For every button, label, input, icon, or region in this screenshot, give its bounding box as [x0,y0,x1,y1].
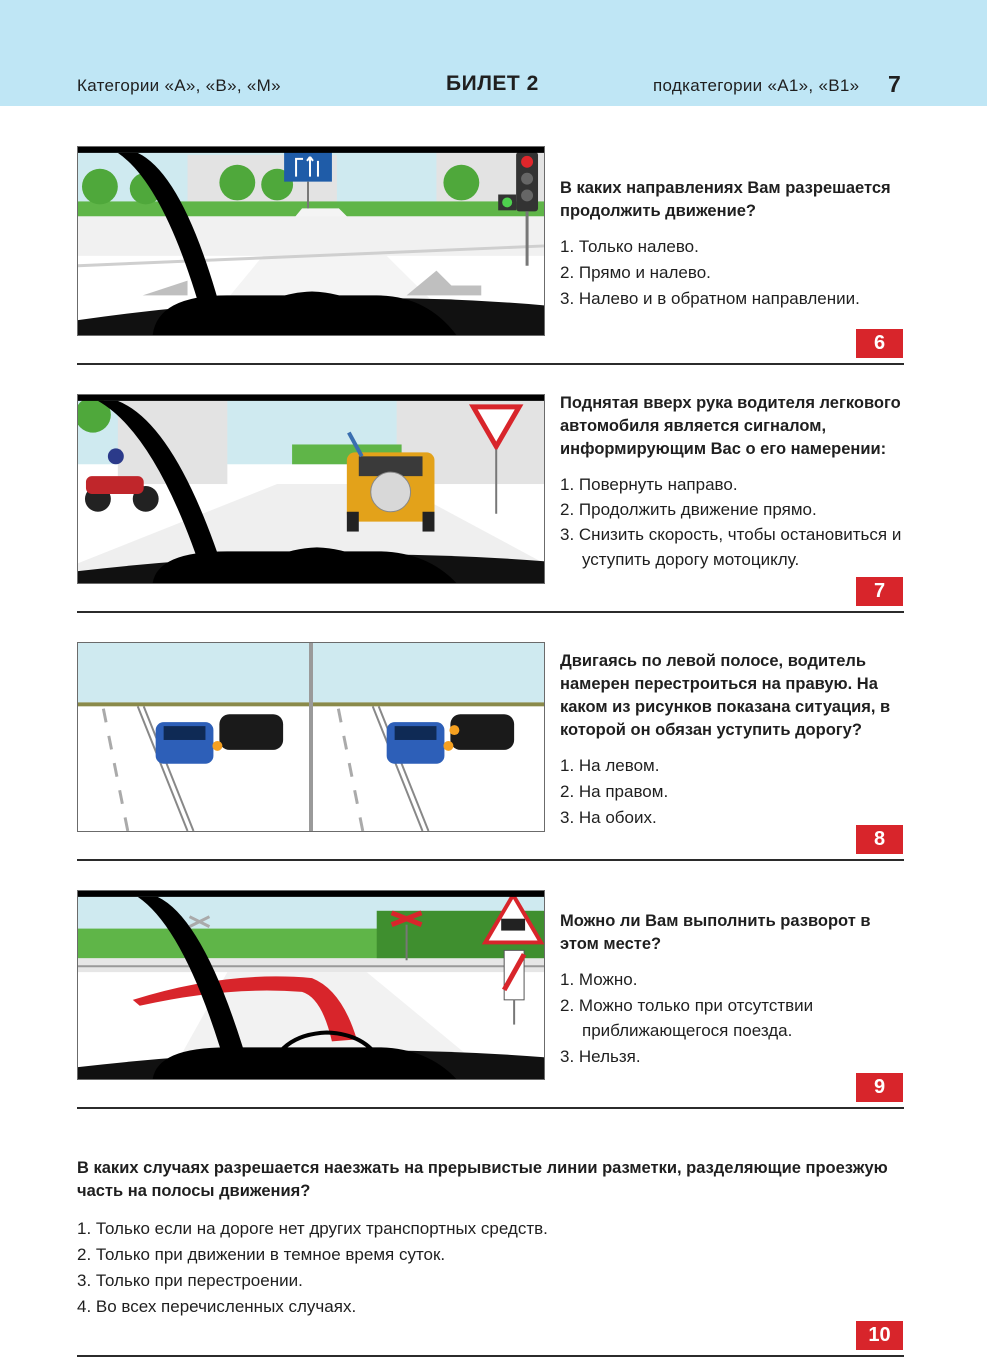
question-7-option-2[interactable]: 2. Продолжить движение прямо. [560,500,817,519]
divider [77,611,904,613]
question-10-title: В каких случаях разрешается наезжать на прерывистые линии разметки, разделяющие проезжую часть на полосы движения? [77,1159,888,1200]
question-8-option-1[interactable]: 1. На левом. [560,756,660,775]
question-6-number-badge: 6 [856,329,903,358]
question-9 [560,910,905,1069]
question-8-illustration [77,642,545,832]
question-7 [560,392,905,572]
question-8-option-2[interactable]: 2. На правом. [560,782,669,801]
question-8-option-3[interactable]: 3. На обоих. [560,808,657,827]
question-10-option-1[interactable]: 1. Только если на дороге нет других транспортных средств. [77,1219,548,1238]
question-7-title: Поднятая вверх рука водителя легкового автомобиля является сигналом, информирующим Вас о его намерении: [560,394,901,458]
question-7-option-1[interactable]: 1. Повернуть направо. [560,475,738,494]
divider [77,1355,904,1357]
question-9-option-3[interactable]: 3. Нельзя. [560,1046,641,1066]
ticket-title: БИЛЕТ 2 [446,72,539,95]
question-10-option-4[interactable]: 4. Во всех перечисленных случаях. [77,1297,357,1316]
question-10 [77,1157,897,1320]
question-6-option-3[interactable]: 3. Налево и в обратном направлении. [560,289,860,308]
divider [77,363,904,365]
question-6-option-1[interactable]: 1. Только налево. [560,237,699,256]
question-6-option-2[interactable]: 2. Прямо и налево. [560,263,711,282]
question-6-title: В каких направлениях Вам разрешается продолжить движение? [560,179,891,220]
question-10-option-2[interactable]: 2. Только при движении в темное время суток. [77,1245,446,1264]
question-6 [560,177,905,312]
page-header [0,0,987,106]
question-9-illustration [77,890,545,1080]
question-9-number-badge: 9 [856,1073,903,1102]
question-7-illustration [77,394,545,584]
question-8-title: Двигаясь по левой полосе, водитель намерен перестроиться на правую. На каком из рисунков показана ситуация, в которой он обязан уступить дорогу? [560,652,891,739]
question-9-option-2[interactable]: 2. Можно только при отсутствии приближающегося поезда. [560,995,814,1040]
question-10-option-3[interactable]: 3. Только при перестроении. [77,1271,303,1290]
question-7-number-badge: 7 [856,577,903,606]
question-9-title: Можно ли Вам выполнить разворот в этом месте? [560,912,871,953]
divider [77,859,904,861]
question-6-illustration [77,146,545,336]
question-7-option-3[interactable]: 3. Снизить скорость, чтобы остановиться и уступить дорогу мотоциклу. [560,525,902,569]
question-8-number-badge: 8 [856,825,903,854]
question-9-option-1[interactable]: 1. Можно. [560,970,638,989]
categories-label: Категории «А», «В», «М» [77,76,281,95]
question-8 [560,650,905,831]
subcategories-label: подкатегории «А1», «В1» [653,76,860,95]
question-10-number-badge: 10 [856,1321,903,1350]
page-number: 7 [888,71,901,97]
divider [77,1107,904,1109]
